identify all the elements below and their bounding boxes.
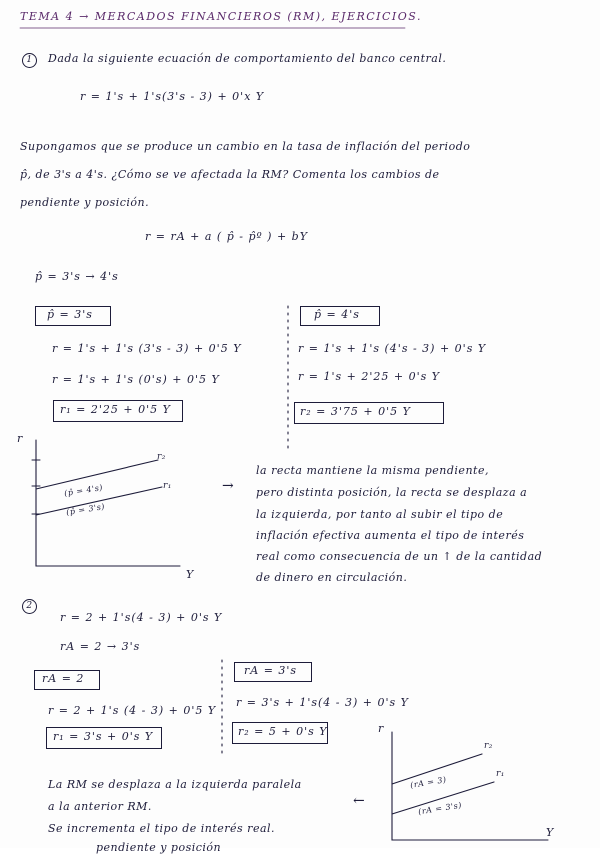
exercise-1-equation: r = 1's + 1's(3's - 3) + 0'x Y	[80, 90, 265, 103]
exercise-1-statement: Dada la siguiente ecuación de comportamiento del banco central.	[48, 52, 447, 65]
question-line-2: p̂, de 3's a 4's. ¿Cómo se ve afectada la RM? Comenta los cambios de	[20, 168, 440, 181]
graph-1-x-label: Y	[186, 568, 194, 581]
graph-1-line-lower-label: r₁	[163, 481, 172, 491]
graph-2-line-r2	[392, 754, 482, 784]
graph-1-y-label: r	[17, 432, 23, 445]
graph-2-line-lower-label: r₁	[496, 769, 505, 779]
inflation-change: p̂ = 3's → 4's	[35, 270, 119, 283]
comment-2-line-4: pendiente y posición	[96, 841, 222, 854]
comment-2-arrow: ←	[353, 793, 366, 809]
comment-1-arrow: →	[222, 478, 235, 494]
graph-2-axes	[392, 732, 548, 840]
right-line-2: r = 1's + 2'25 + 0's Y	[298, 370, 441, 383]
page-title: TEMA 4 → MERCADOS FINANCIEROS (RM), EJERCICIOS.	[20, 10, 422, 23]
right-result: r₂ = 3'75 + 0'5 Y	[300, 405, 411, 418]
question-line-3: pendiente y posición.	[20, 196, 150, 209]
comment-1-line-2: pero distinta posición, la recta se desplaza a	[256, 486, 528, 499]
comment-1-line-6: de dinero en circulación.	[256, 571, 408, 584]
left-result: r₁ = 2'25 + 0'5 Y	[60, 403, 171, 416]
graph-2-band-upper-label: (rA = 3)	[409, 775, 448, 790]
graph-2-line-upper-label: r₂	[484, 741, 493, 751]
exercise-2-number: 2	[22, 598, 37, 614]
ex2-right-result: r₂ = 5 + 0's Y	[238, 725, 328, 738]
comment-2-line-2: a la anterior RM.	[48, 800, 152, 813]
graph-2-line-r1	[392, 782, 494, 814]
comment-1-line-5: real como consecuencia de un ↑ de la cantidad	[256, 550, 543, 563]
left-scenario-label: p̂ = 3's	[47, 308, 93, 321]
comment-2-line-3: Se incrementa el tipo de interés real.	[48, 822, 276, 835]
ex2-left-scenario-label: rA = 2	[42, 672, 85, 685]
graph-1-axes	[36, 440, 180, 566]
graph-1-band-lower-label: (p̂ = 3's)	[65, 502, 106, 517]
general-equation: r = rA + a ( p̂ - p̂º ) + bY	[145, 230, 308, 243]
ex2-left-result: r₁ = 3's + 0's Y	[53, 730, 154, 743]
graph-2-x-label: Y	[546, 826, 554, 839]
right-scenario-label: p̂ = 4's	[314, 308, 360, 321]
comment-2-line-1: La RM se desplaza a la izquierda paralela	[48, 778, 302, 791]
question-line-1: Supongamos que se produce un cambio en la tasa de inflación del periodo	[20, 140, 471, 153]
graph-2-band-lower-label: (rA = 3's)	[417, 800, 463, 817]
graph-1-line-r1	[36, 487, 162, 515]
graph-1-band-upper-label: (p̂ = 4's)	[63, 483, 104, 498]
comment-1-line-3: la izquierda, por tanto al subir el tipo de	[256, 508, 504, 521]
left-line-2: r = 1's + 1's (0's) + 0'5 Y	[52, 373, 220, 386]
graph-1-line-r2	[36, 460, 158, 489]
right-line-1: r = 1's + 1's (4's - 3) + 0's Y	[298, 342, 487, 355]
exercise-2-change: rA = 2 → 3's	[60, 640, 141, 653]
graph-1-line-upper-label: r₂	[157, 452, 166, 462]
graph-2-y-label: r	[378, 722, 384, 735]
comment-1-line-1: la recta mantiene la misma pendiente,	[256, 464, 489, 477]
ex2-right-scenario-label: rA = 3's	[244, 664, 298, 677]
exercise-1-number: 1	[22, 52, 37, 68]
comment-1-line-4: inflación efectiva aumenta el tipo de interés	[256, 529, 525, 542]
ex2-left-line-1: r = 2 + 1's (4 - 3) + 0'5 Y	[48, 704, 217, 717]
exercise-2-equation: r = 2 + 1's(4 - 3) + 0's Y	[60, 611, 223, 624]
left-line-1: r = 1's + 1's (3's - 3) + 0'5 Y	[52, 342, 242, 355]
ex2-right-line-1: r = 3's + 1's(4 - 3) + 0's Y	[236, 696, 409, 709]
